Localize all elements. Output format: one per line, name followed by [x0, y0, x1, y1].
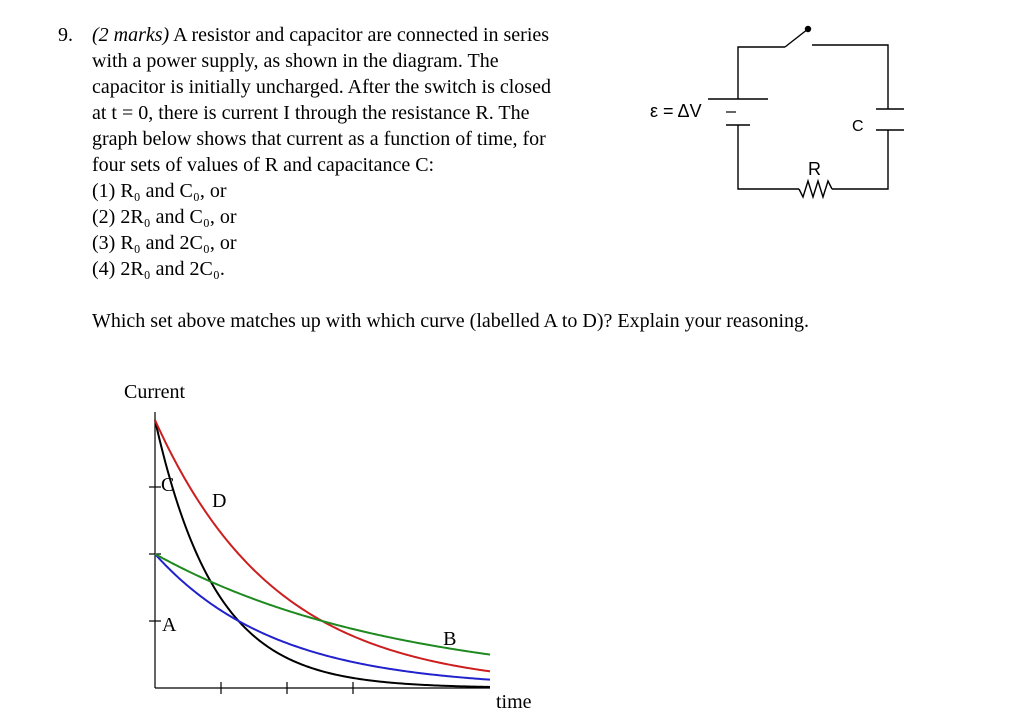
current-time-graph [110, 370, 560, 715]
x-axis-label: time [496, 691, 532, 713]
resistor-label: R [808, 159, 821, 179]
option-1: (1) R₀ and C₀, or [92, 180, 227, 202]
wire-right [832, 130, 888, 189]
option-2: (2) 2R₀ and C₀, or [92, 206, 237, 228]
question-intro-line-2: with a power supply, as shown in the diagram. The [92, 50, 499, 72]
switch-pivot [805, 26, 811, 32]
question-body [92, 22, 632, 282]
curve-label-D: D [211, 490, 227, 513]
question-intro-line-1: (2 marks) A resistor and capacitor are connected in series [92, 24, 550, 46]
wire-top-left [738, 47, 785, 99]
curve-label-C: C [161, 474, 175, 496]
question-prompt: Which set above matches up with which curve (labelled A to D)? Explain your reasoning. [92, 310, 810, 332]
curve-D [155, 420, 490, 671]
emf-label: ε = ΔV [650, 101, 702, 121]
circuit-diagram [640, 15, 910, 215]
question-intro-line-6: four sets of values of R and capacitance C: [92, 154, 435, 176]
curve-label-A: A [162, 614, 177, 636]
capacitor-label: C [852, 118, 864, 135]
resistor-zigzag [799, 181, 832, 197]
curve-B [155, 554, 490, 655]
wire-top-right [812, 45, 888, 109]
y-axis-label: Current [124, 381, 186, 403]
marks-label: (2 marks) [92, 24, 170, 46]
question-number: 9. [58, 24, 73, 46]
option-3: (3) R₀ and 2C₀, or [92, 232, 237, 254]
question-intro-line-5: graph below shows that current as a function of time, for [92, 128, 546, 150]
option-4: (4) 2R₀ and 2C₀. [92, 258, 225, 280]
wire-bottom-left [738, 125, 799, 189]
question-intro-line-4: at t = 0, there is current I through the resistance R. The [92, 102, 530, 124]
question-intro-line-3: capacitor is initially uncharged. After the switch is closed [92, 76, 551, 98]
curve-label-B: B [443, 628, 457, 651]
switch-blade [785, 29, 808, 47]
